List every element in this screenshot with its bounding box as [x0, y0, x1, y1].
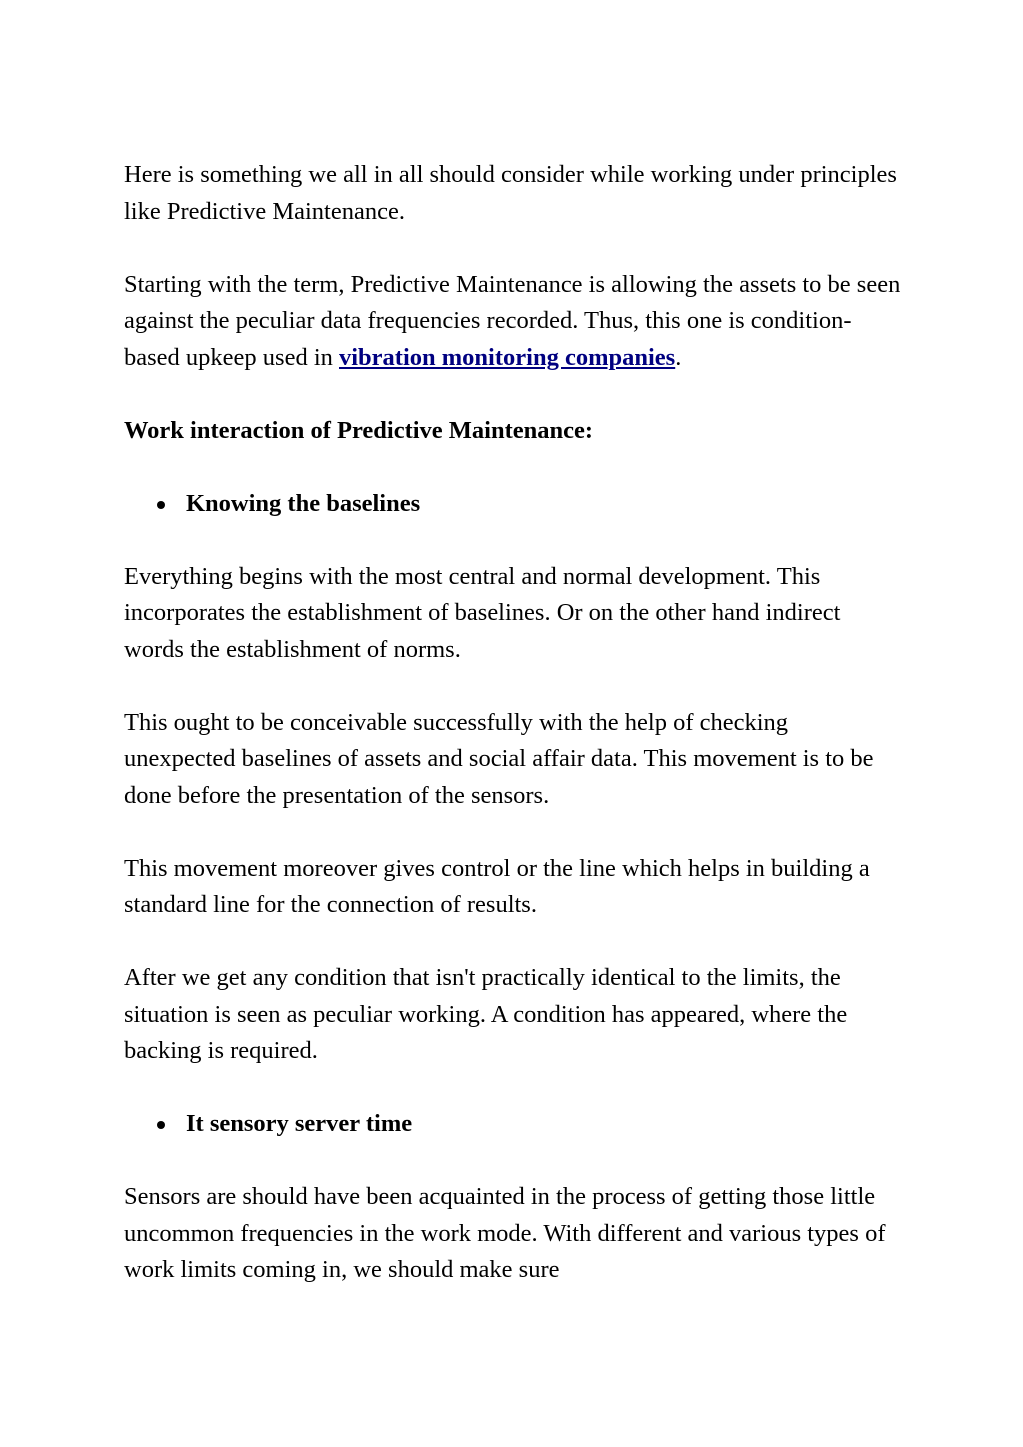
bullet-list-2 [124, 1106, 904, 1143]
section-heading: Work interaction of Predictive Maintenance: [124, 416, 594, 444]
definition-paragraph [124, 267, 904, 377]
bullet-list-1 [124, 486, 904, 523]
bullet-icon [157, 1121, 165, 1129]
intro-paragraph: Here is something we all in all should consider while working under principles like Predictive Maintenance. [124, 161, 897, 225]
bullet-label: Knowing the baselines [186, 489, 421, 517]
bullet-item-baselines [124, 486, 904, 523]
bullet-icon [157, 501, 165, 509]
definition-text: Starting with the term, Predictive Maintenance is allowing the assets to be seen against the peculiar data frequencies recorded. Thus, this one is condition-based upkeep used in [124, 270, 901, 371]
bullet-label: It sensory server time [186, 1110, 413, 1137]
bullet-item-sensory [124, 1106, 904, 1143]
control-paragraph: This movement moreover gives control or the line which helps in building a standard line for the connection of results. [124, 854, 870, 918]
sensors-paragraph: Sensors are should have been acquainted in the process of getting those little uncommon frequencies in the work mode. With different and various types of work limits coming in, we should make sure [124, 1183, 886, 1283]
condition-paragraph: After we get any condition that isn't practically identical to the limits, the situation is seen as peculiar working. A condition has appeared, where the backing is required. [124, 964, 848, 1064]
baselines-paragraph: Everything begins with the most central and normal development. This incorporates the establishment of baselines. Or on the other hand indirect words the establishment of norms. [124, 562, 841, 663]
vibration-monitoring-link[interactable]: vibration monitoring companies [339, 343, 676, 371]
checking-paragraph: This ought to be conceivable successfully with the help of checking unexpected baselines of assets and social affair data. This movement is to be done before the presentation of the sensors. [124, 708, 874, 809]
definition-period: . [675, 343, 682, 371]
document-page [124, 157, 904, 1325]
